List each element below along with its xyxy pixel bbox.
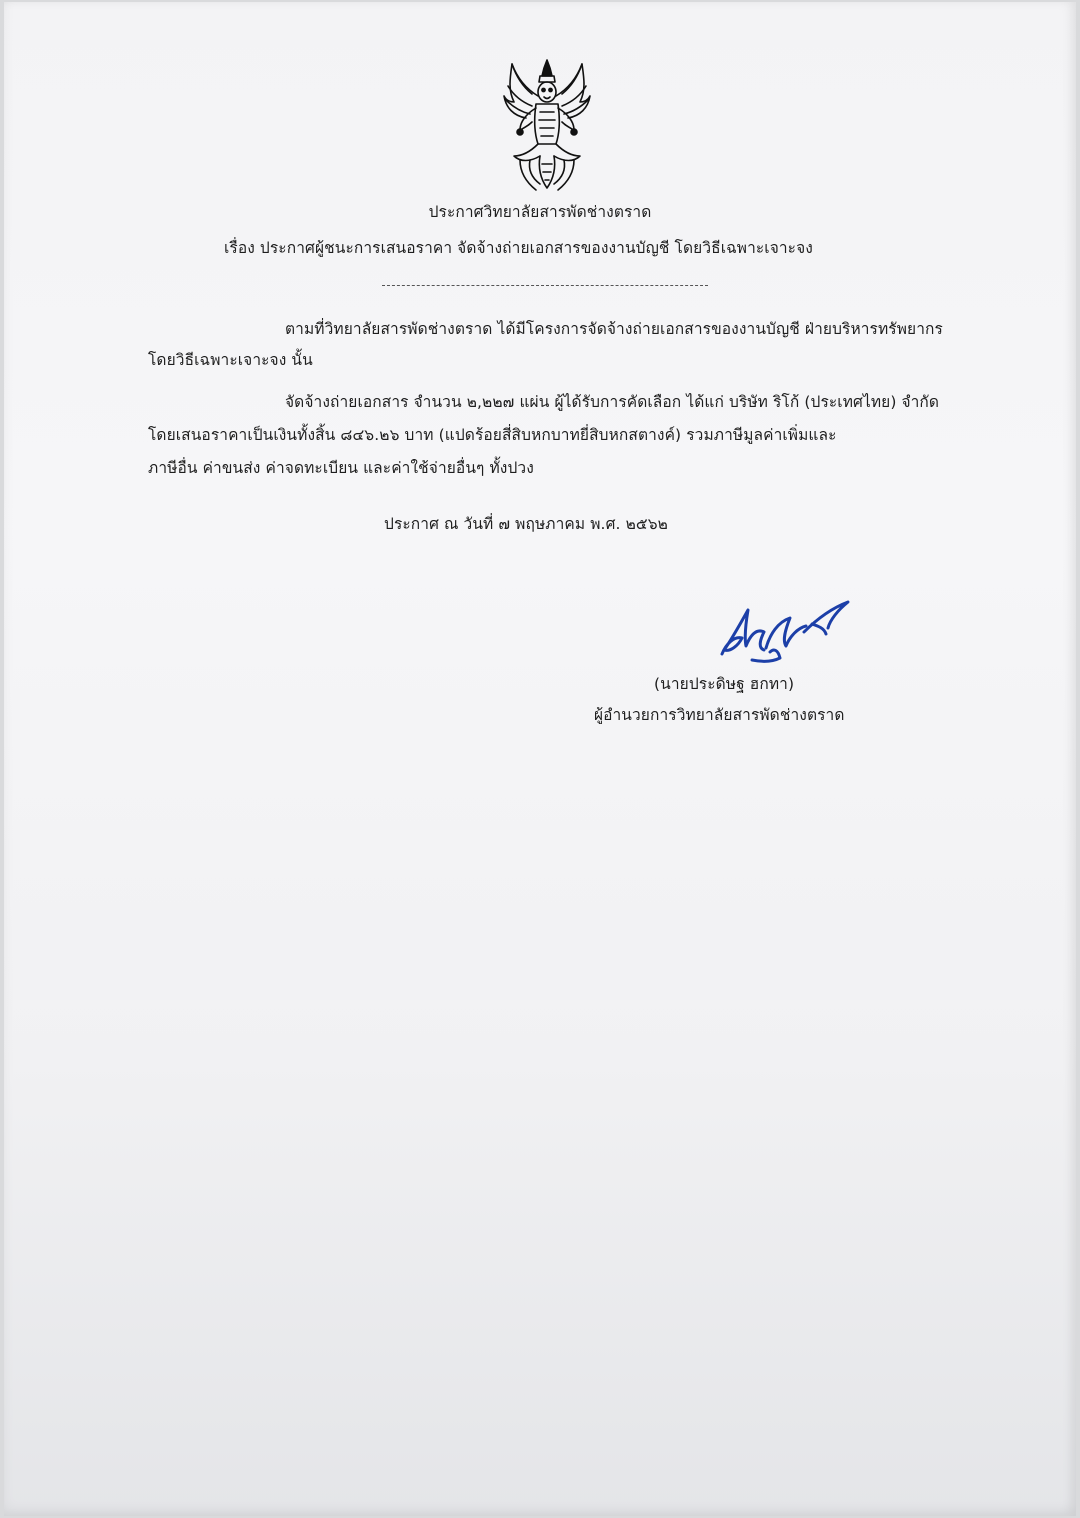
garuda-emblem — [500, 56, 594, 196]
signatory-position: ผู้อำนวยการวิทยาลัยสารพัดช่างตราด — [594, 706, 845, 724]
signatory-name: (นายประดิษฐ ฮกทา) — [654, 675, 795, 693]
announcement-title: ประกาศวิทยาลัยสารพัดช่างตราด — [428, 203, 652, 221]
title-divider — [382, 285, 708, 286]
announcement-subject: เรื่อง ประกาศผู้ชนะการเสนอราคา จัดจ้างถ่ายเอกสารของงานบัญชี โดยวิธีเฉพาะเจาะจง — [224, 239, 813, 257]
paragraph-2-line-1: จัดจ้างถ่ายเอกสาร จำนวน ๒,๒๒๗ แผ่น ผู้ได้รับการคัดเลือก ได้แก่ บริษัท ริโก้ (ประเทศไทย) จำกัด — [285, 393, 940, 411]
paragraph-1-line-2: โดยวิธีเฉพาะเจาะจง นั้น — [148, 351, 313, 369]
announcement-date: ประกาศ ณ วันที่ ๗ พฤษภาคม พ.ศ. ๒๕๖๒ — [384, 515, 668, 533]
announcement-page — [4, 2, 1076, 1516]
paragraph-2-line-2: โดยเสนอราคาเป็นเงินทั้งสิ้น ๘๔๖.๒๖ บาท (แปดร้อยสี่สิบหกบาทยี่สิบหกสตางค์) รวมภาษีมูลค่าเพิ่มและ — [148, 426, 837, 444]
handwritten-signature — [708, 588, 858, 668]
paragraph-1-line-1: ตามที่วิทยาลัยสารพัดช่างตราด ได้มีโครงการจัดจ้างถ่ายเอกสารของงานบัญชี ฝ่ายบริหารทรัพยากร — [285, 320, 943, 338]
paragraph-2-line-3: ภาษีอื่น ค่าขนส่ง ค่าจดทะเบียน และค่าใช้จ่ายอื่นๆ ทั้งปวง — [148, 459, 534, 477]
